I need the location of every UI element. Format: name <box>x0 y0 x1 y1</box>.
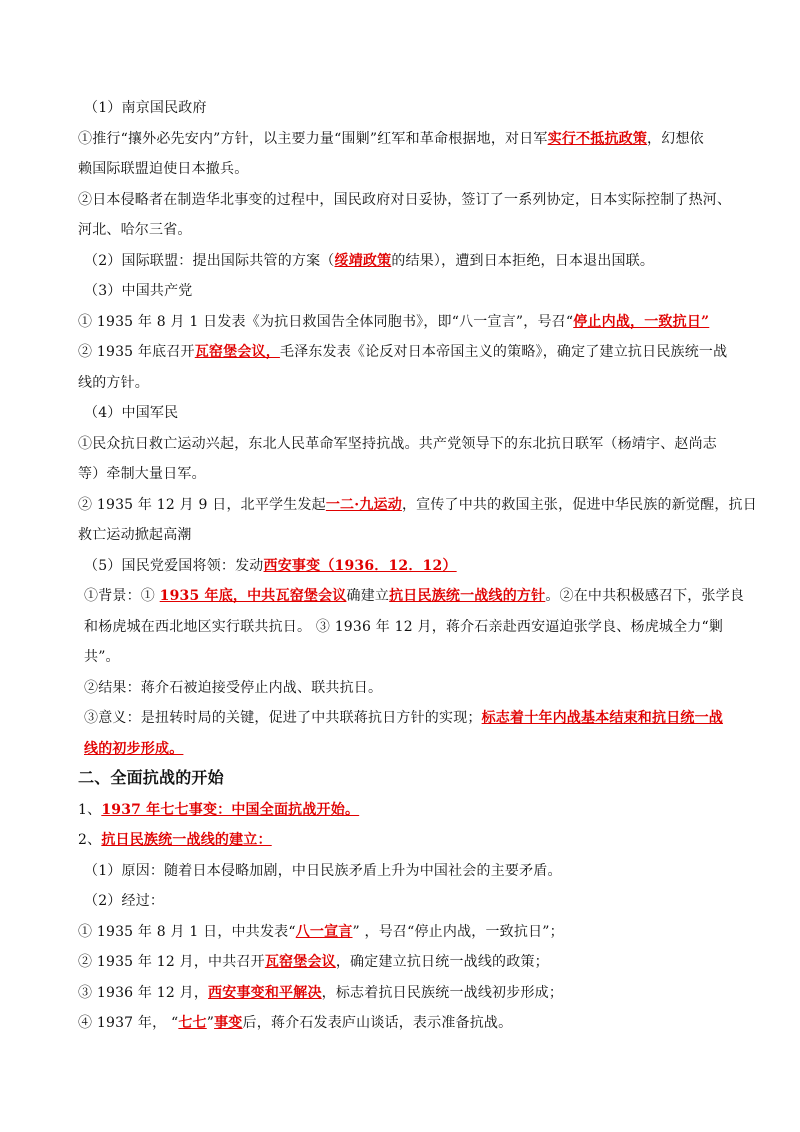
text-line <box>84 891 744 911</box>
text-segment: ” ，号召“停止内战，一致抗日”； <box>352 924 564 940</box>
text-line <box>78 952 738 972</box>
text-segment: 等）牵制大量日军。 <box>78 466 206 482</box>
text-segment: 共”。 <box>84 649 120 665</box>
text-segment: ①背景：① <box>84 588 160 604</box>
text-segment: （2）经过： <box>84 893 165 909</box>
highlighted-text: 绥靖政策 <box>334 253 392 269</box>
text-segment: ① 1935 年 8 月 1 日，中共发表“ <box>78 924 296 940</box>
text-line <box>78 830 738 850</box>
text-line <box>84 586 744 606</box>
text-line <box>78 312 738 332</box>
text-line <box>78 190 738 210</box>
highlighted-text: 1935 年底，中共瓦窑堡会议 <box>159 588 347 604</box>
text-line <box>78 495 757 515</box>
text-line <box>78 373 738 393</box>
text-segment: 线的方针。 <box>78 375 149 391</box>
text-line <box>78 1013 738 1033</box>
text-line <box>84 708 744 728</box>
text-line <box>78 800 738 820</box>
text-segment: （4）中国军民 <box>84 405 179 421</box>
text-segment: ③ 1936 年 12 月， <box>78 985 209 1001</box>
text-segment: （1）南京国民政府 <box>84 100 207 116</box>
text-segment: 1、 <box>78 802 102 818</box>
text-segment: ” <box>206 1015 215 1031</box>
text-segment: （2）国际联盟：提出国际共管的方案（ <box>84 253 335 269</box>
text-segment: ②日本侵略者在制造华北事变的过程中，国民政府对日妥协，签订了一系列协定，日本实际控制了热河、 <box>78 192 732 208</box>
text-segment: 救亡运动掀起高潮 <box>78 527 192 543</box>
text-segment: （1）原因：随着日本侵略加剧，中日民族矛盾上升为中国社会的主要矛盾。 <box>84 863 562 879</box>
highlighted-text: 线的初步形成。 <box>84 741 184 757</box>
text-line <box>84 678 744 698</box>
text-line <box>78 525 738 545</box>
text-line <box>84 98 744 118</box>
highlighted-text: 事变 <box>214 1015 243 1031</box>
text-line <box>78 922 738 942</box>
text-line <box>84 861 744 881</box>
text-line <box>78 983 738 1003</box>
highlighted-text: 实行不抵抗政策 <box>547 131 648 147</box>
text-segment: 后，蒋介石发表庐山谈话，表示准备抗战。 <box>242 1015 513 1031</box>
highlighted-text: 标志着十年内战基本结束和抗日统一战 <box>481 710 724 726</box>
text-line <box>84 556 744 576</box>
text-line <box>84 251 744 271</box>
highlighted-text: 1937 年七七事变：中国全面抗战开始。 <box>101 802 360 818</box>
text-line <box>84 617 744 637</box>
highlighted-text: 一二·九运动 <box>325 497 402 513</box>
text-segment: 确建立 <box>346 588 390 604</box>
highlighted-text: 瓦窑堡会议， <box>194 344 280 360</box>
text-line <box>78 159 738 179</box>
text-segment: 2、 <box>78 832 102 848</box>
highlighted-text: 抗日民族统一战线的方针 <box>389 588 546 604</box>
text-segment: 河北、哈尔三省。 <box>78 222 192 238</box>
text-segment: ，幻想依 <box>647 131 704 147</box>
text-segment: ①推行“攘外必先安内”方针，以主要力量“围剿”红军和革命根据地，对日军 <box>78 131 548 147</box>
text-segment: ，确定建立抗日统一战线的政策； <box>335 954 549 970</box>
text-segment: ，标志着抗日民族统一战线初步形成； <box>321 985 564 1001</box>
text-segment: （5）国民党爱国将领：发动 <box>84 558 264 574</box>
highlighted-text: 停止内战，一致抗日” <box>573 314 710 330</box>
text-segment: ，宣传了中共的救国主张，促进中华民族的新觉醒，抗日 <box>401 497 757 513</box>
text-segment: ② 1935 年 12 月，中共召开 <box>78 954 265 970</box>
highlighted-text: 抗日民族统一战线的建立： <box>101 832 272 848</box>
highlighted-text: 西安事变和平解决 <box>208 985 322 1001</box>
highlighted-text: 西安事变（1936．12．12） <box>263 558 457 574</box>
text-segment: （3）中国共产党 <box>84 283 193 299</box>
text-segment: 。②在中共积极感召下，张学良 <box>545 588 745 604</box>
text-segment: ②结果：蒋介石被迫接受停止内战、联共抗日。 <box>84 680 383 696</box>
highlighted-text: 瓦窑堡会议 <box>264 954 336 970</box>
text-line <box>84 647 744 667</box>
text-segment: ② 1935 年 12 月 9 日，北平学生发起 <box>78 497 326 513</box>
text-line <box>84 739 744 759</box>
text-segment: ② 1935 年底召开 <box>78 344 195 360</box>
text-segment: 毛泽东发表《论反对日本帝国主义的策略》，确定了建立抗日民族统一战 <box>279 344 728 360</box>
text-segment: 和杨虎城在西北地区实行联共抗日。 ③ 1936 年 12 月，蒋介石亲赴西安逼迫张学良、杨虎城全力“剿 <box>84 619 724 635</box>
text-line <box>78 434 738 454</box>
text-line <box>84 281 744 301</box>
text-line <box>78 129 738 149</box>
highlighted-text: 八一宣言 <box>295 924 353 940</box>
section-heading <box>78 768 738 788</box>
text-segment: ① 1935 年 8 月 1 日发表《为抗日救国告全体同胞书》，即“八一宣言”，号召“ <box>78 314 574 330</box>
highlighted-text: 七七 <box>178 1015 207 1031</box>
text-segment: ③意义：是扭转时局的关键，促进了中共联蒋抗日方针的实现； <box>84 710 482 726</box>
text-line <box>78 342 738 362</box>
text-segment: 二、全面抗战的开始 <box>78 768 224 787</box>
text-segment: 的结果），遭到日本拒绝，日本退出国联。 <box>391 253 655 269</box>
text-segment: ①民众抗日救亡运动兴起，东北人民革命军坚持抗战。共产党领导下的东北抗日联军（杨靖宇、赵尚志 <box>78 436 717 452</box>
text-segment: 赖国际联盟迫使日本撤兵。 <box>78 161 249 177</box>
text-line <box>78 464 738 484</box>
text-segment: ④ 1937 年， “ <box>78 1015 179 1031</box>
text-line <box>78 220 738 240</box>
text-line <box>84 403 744 423</box>
